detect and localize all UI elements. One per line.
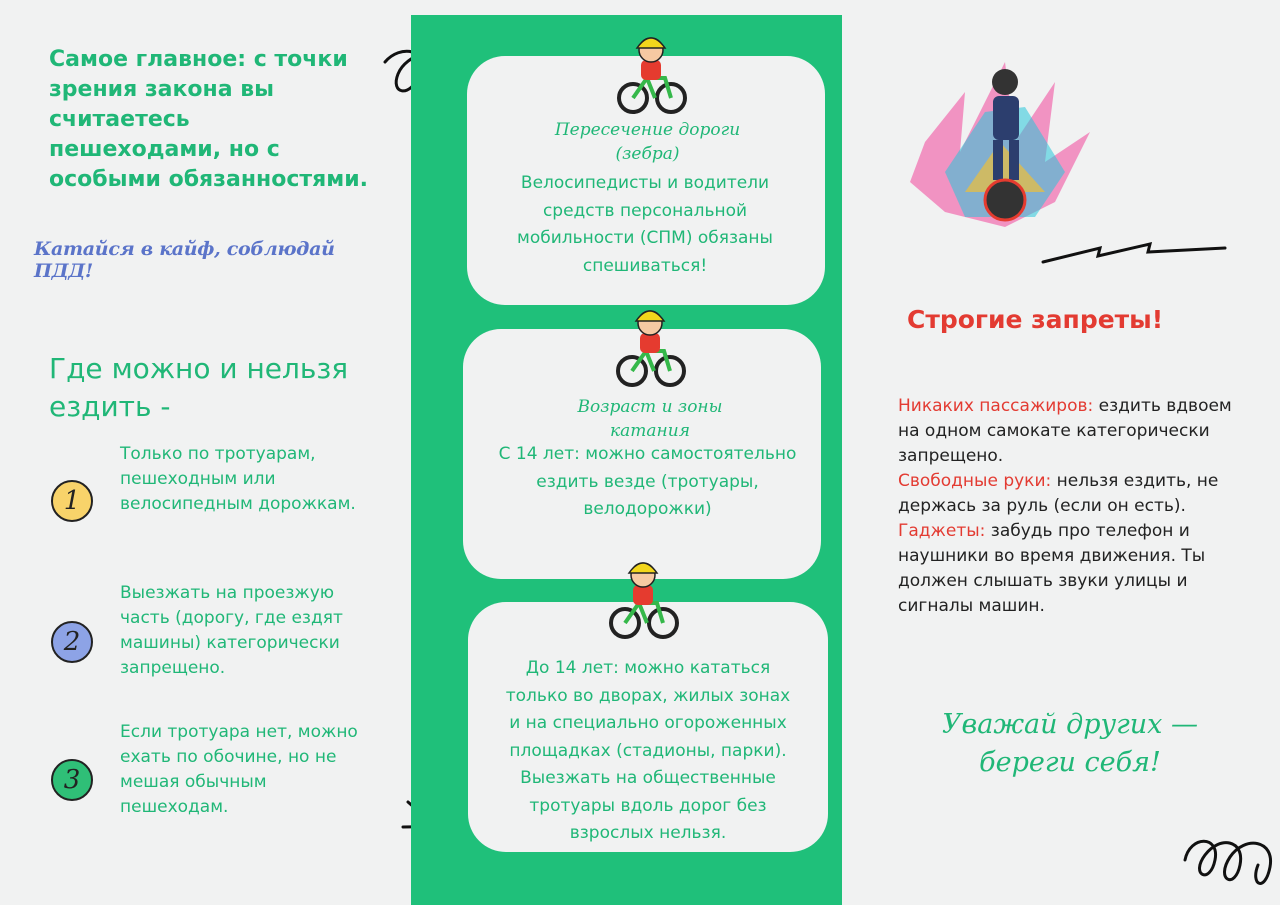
lead-text: Самое главное: с точки зрения закона вы считаетесь пешеходами, но с особыми обязанностями. [49, 47, 368, 192]
card-1-text: Велосипедисты и водители средств персональной мобильности (СПМ) обязаны спешиваться! [517, 173, 773, 276]
bans-list [898, 394, 1238, 619]
strict-bans-title: Строгие запреты! [907, 305, 1164, 334]
ban-3-label: Гаджеты: [898, 521, 986, 541]
rule-2-text: Выезжать на проезжую часть (дорогу, где ездят машины) категорически запрещено. [120, 583, 343, 678]
card-3-text: До 14 лет: можно кататься только во дворах, жилых зонах и на специально огороженных площадках (стадионы, парки). Выезжать на общественные тротуары вдоль дорог без взрослых нельзя. [505, 658, 791, 843]
spiral-decoration-icon [1180, 815, 1280, 905]
number-badge-2: 2 [51, 621, 93, 663]
ban-2-label: Свободные руки: [898, 471, 1052, 491]
rule-1-text: Только по тротуарам, пешеходным или велосипедным дорожкам. [120, 444, 356, 514]
ban-1-label: Никаких пассажиров: [898, 396, 1094, 416]
kid-bike-icon [607, 555, 679, 641]
card-1-title: Пересечение дороги (зебра) [554, 120, 741, 164]
rule-3-text: Если тротуара нет, можно ехать по обочине, но не мешая обычным пешеходам. [120, 722, 358, 817]
right-slogan: Уважай других — береги себя! [942, 709, 1198, 778]
ban-2-text: нельзя ездить, не держась за руль (если он есть). [898, 471, 1219, 516]
kid-bike-icon [614, 303, 686, 389]
number-badge-3: 3 [51, 759, 93, 801]
number-badge-1: 1 [51, 480, 93, 522]
left-slogan: Катайся в кайф, соблюдай ПДД! [34, 238, 335, 282]
zigzag-decoration-icon [1040, 238, 1230, 268]
ban-1-text: ездить вдвоем на одном самокате категорически запрещено. [898, 396, 1232, 466]
unicycle-rider-illustration-icon [905, 52, 1095, 232]
card-2-title: Возраст и зоны катания [577, 397, 723, 441]
card-2-text: С 14 лет: можно самостоятельно ездить везде (тротуары, велодорожки) [498, 444, 797, 519]
where-title: Где можно и нельзя ездить - [49, 352, 349, 423]
kid-bike-icon [615, 30, 687, 116]
ban-3-text: забудь про телефон и наушники во время движения. Ты должен слышать звуки улицы и сигналы машин. [898, 521, 1206, 616]
